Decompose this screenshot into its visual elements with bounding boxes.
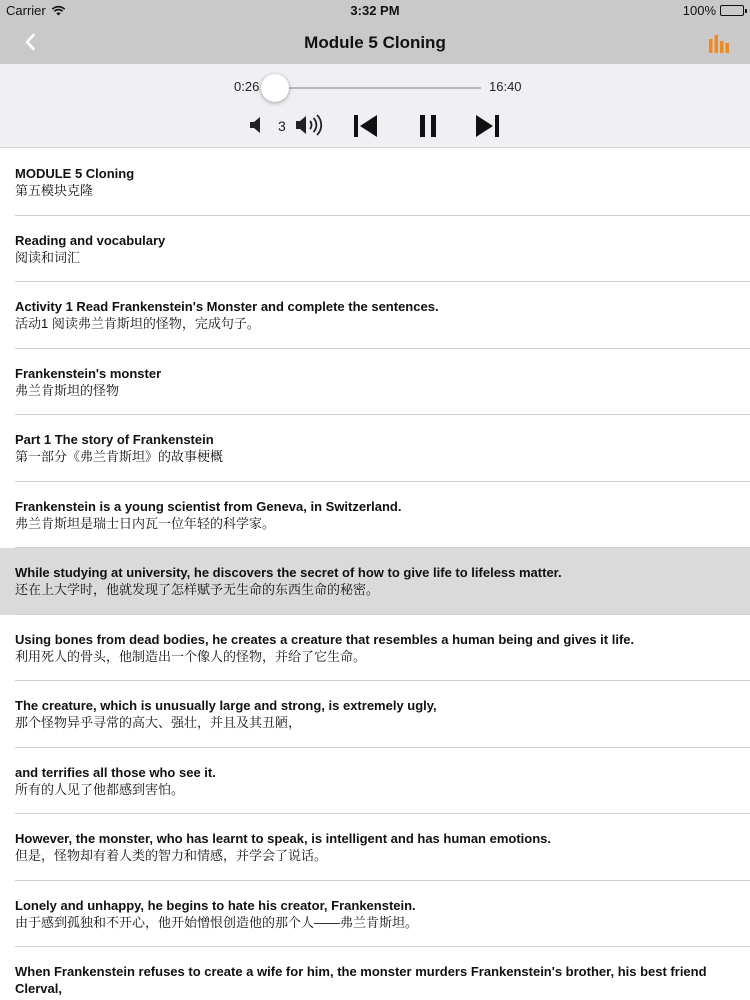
sentence-chinese: 阅读和词汇 xyxy=(15,249,81,265)
sentence-row[interactable] xyxy=(0,814,750,881)
bars-icon[interactable] xyxy=(708,33,732,55)
sentence-row[interactable] xyxy=(0,415,750,482)
sentence-chinese: 但是，怪物却有着人类的智力和情感，并学会了说话。 xyxy=(15,848,328,863)
sentence-english: and terrifies all those who see it. xyxy=(15,764,216,780)
battery-icon xyxy=(720,5,744,16)
sentence-chinese: 活动1 阅读弗兰肯斯坦的怪物，完成句子。 xyxy=(15,316,260,331)
sentence-row[interactable] xyxy=(0,881,750,948)
sentence-list xyxy=(0,149,750,1000)
audio-player xyxy=(0,64,750,148)
navigation-bar xyxy=(0,22,750,64)
sentence-english: Using bones from dead bodies, he creates a creature that resembles a human being and gives it life. xyxy=(15,631,635,647)
sentence-row[interactable] xyxy=(0,615,750,682)
sentence-row[interactable] xyxy=(0,548,750,615)
total-duration: 16:40 xyxy=(489,79,522,94)
sentence-row[interactable] xyxy=(0,282,750,349)
sentence-chinese: 弗兰肯斯坦是瑞士日内瓦一位年轻的科学家。 xyxy=(15,515,276,531)
sentence-english: Frankenstein is a young scientist from Geneva, in Switzerland. xyxy=(15,498,402,514)
sentence-row[interactable] xyxy=(0,349,750,416)
sentence-chinese: 所有的人见了他都感到害怕。 xyxy=(15,781,185,797)
sentence-english: Lonely and unhappy, he begins to hate his creator, Frankenstein. xyxy=(15,897,416,913)
sentence-chinese: 利用死人的骨头，他制造出一个像人的怪物，并给了它生命。 xyxy=(15,648,367,664)
sentence-row[interactable] xyxy=(0,681,750,748)
sentence-row[interactable] xyxy=(0,748,750,815)
page-title: Module 5 Cloning xyxy=(304,33,446,52)
carrier-label: Carrier xyxy=(6,3,46,18)
sentence-chinese: 还在上大学时，他就发现了怎样赋予无生命的东西生命的秘密。 xyxy=(15,582,380,597)
sentence-english: Activity 1 Read Frankenstein's Monster and complete the sentences. xyxy=(15,299,439,314)
sentence-chinese: 那个怪物异乎寻常的高大、强壮，并且及其丑陋， xyxy=(15,715,302,730)
volume-level: 3 xyxy=(278,118,286,134)
status-time: 3:32 PM xyxy=(350,3,400,18)
progress-slider[interactable] xyxy=(269,87,481,89)
battery-percent: 100% xyxy=(682,3,716,18)
next-track-icon[interactable] xyxy=(474,111,502,141)
sentence-english: Frankenstein's monster xyxy=(15,365,162,381)
sentence-chinese: 第五模块克隆 xyxy=(15,183,94,198)
volume-down-icon[interactable] xyxy=(248,114,266,136)
sentence-chinese: 由于感到孤独和不开心，他开始憎恨创造他的那个人——弗兰肯斯坦。 xyxy=(15,914,419,930)
elapsed-time: 0:26 xyxy=(234,79,260,94)
sentence-english: However, the monster, who has learnt to speak, is intelligent and has human emotions. xyxy=(15,831,552,846)
sentence-chinese: 第一部分《弗兰肯斯坦》的故事梗概 xyxy=(15,449,224,464)
sentence-chinese: 弗兰肯斯坦的怪物 xyxy=(15,382,120,398)
sentence-english: Reading and vocabulary xyxy=(15,232,166,248)
pause-icon[interactable] xyxy=(414,111,442,141)
sentence-english: The creature, which is unusually large and strong, is extremely ugly, xyxy=(15,698,437,713)
sentence-row[interactable] xyxy=(0,947,750,1000)
sentence-english: MODULE 5 Cloning xyxy=(15,166,135,181)
status-bar xyxy=(0,0,750,22)
progress-thumb[interactable] xyxy=(261,74,289,102)
sentence-row[interactable] xyxy=(0,482,750,549)
sentence-english: While studying at university, he discovers the secret of how to give life to lifeless matter. xyxy=(15,565,562,580)
sentence-row[interactable] xyxy=(0,149,750,216)
previous-track-icon[interactable] xyxy=(351,111,379,141)
volume-up-icon[interactable] xyxy=(294,112,326,138)
sentence-row[interactable] xyxy=(0,216,750,283)
sentence-english: Part 1 The story of Frankenstein xyxy=(15,432,214,447)
battery-indicator xyxy=(683,3,744,18)
sentence-english: When Frankenstein refuses to create a wife for him, the monster murders Frankenstein's brother, his best friend Clerval, xyxy=(15,964,707,996)
